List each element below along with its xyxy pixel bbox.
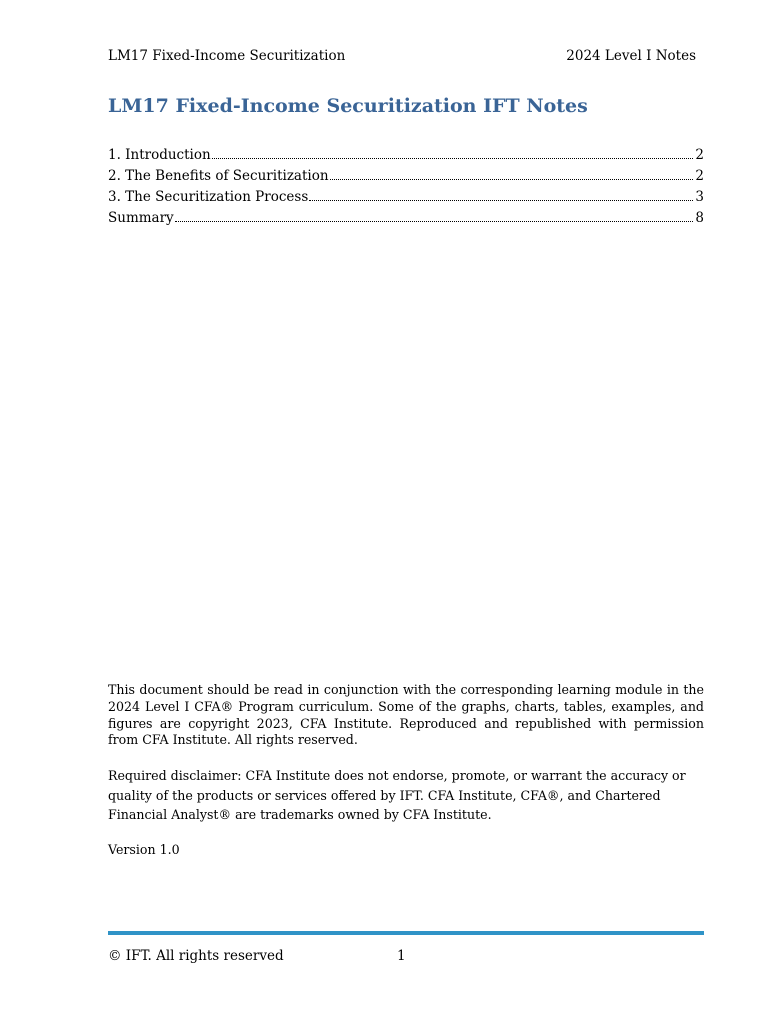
toc-dot-leader	[212, 157, 694, 159]
footer-rule	[108, 931, 704, 935]
legal-notices	[108, 682, 704, 858]
toc-entry-label: 1. Introduction	[108, 147, 211, 163]
toc-dot-leader	[309, 199, 693, 201]
header-module-title: LM17 Fixed-Income Securitization	[108, 48, 346, 64]
toc-entry-summary[interactable]	[108, 208, 704, 229]
toc-entry-page: 2	[695, 168, 704, 184]
page-header	[108, 47, 696, 65]
toc-entry-introduction[interactable]	[108, 145, 704, 166]
footer-copyright: © IFT. All rights reserved	[108, 948, 284, 964]
required-disclaimer: Required disclaimer: CFA Institute does not endorse, promote, or warrant the accuracy or quality of the products or services offered by IFT. CFA Institute, CFA®, and Chartered Financial Analyst® are trademarks owned by CFA Institute.	[108, 768, 686, 823]
curriculum-notice: This document should be read in conjunction with the corresponding learning module in the 2024 Level I CFA® Program curriculum. Some of the graphs, charts, tables, examples, and figures are copyright 2023, CFA Institute. Reproduced and republished with permission from CFA Institute. All rights reserved.	[108, 682, 704, 748]
footer-page-number: 1	[397, 948, 406, 964]
toc-entry-label: Summary	[108, 210, 174, 226]
toc-entry-label: 3. The Securitization Process	[108, 189, 309, 205]
toc-entry-label: 2. The Benefits of Securitization	[108, 168, 329, 184]
toc-entry-process[interactable]	[108, 187, 704, 208]
toc-entry-page: 2	[695, 147, 704, 163]
version-label: Version 1.0	[108, 841, 180, 857]
table-of-contents	[108, 145, 704, 229]
header-level-label: 2024 Level I Notes	[566, 48, 696, 64]
toc-entry-benefits[interactable]	[108, 166, 704, 187]
toc-entry-page: 8	[695, 210, 704, 226]
toc-dot-leader	[175, 220, 694, 222]
document-title: LM17 Fixed-Income Securitization IFT Notes	[108, 95, 588, 117]
toc-entry-page: 3	[695, 189, 704, 205]
toc-dot-leader	[330, 178, 694, 180]
